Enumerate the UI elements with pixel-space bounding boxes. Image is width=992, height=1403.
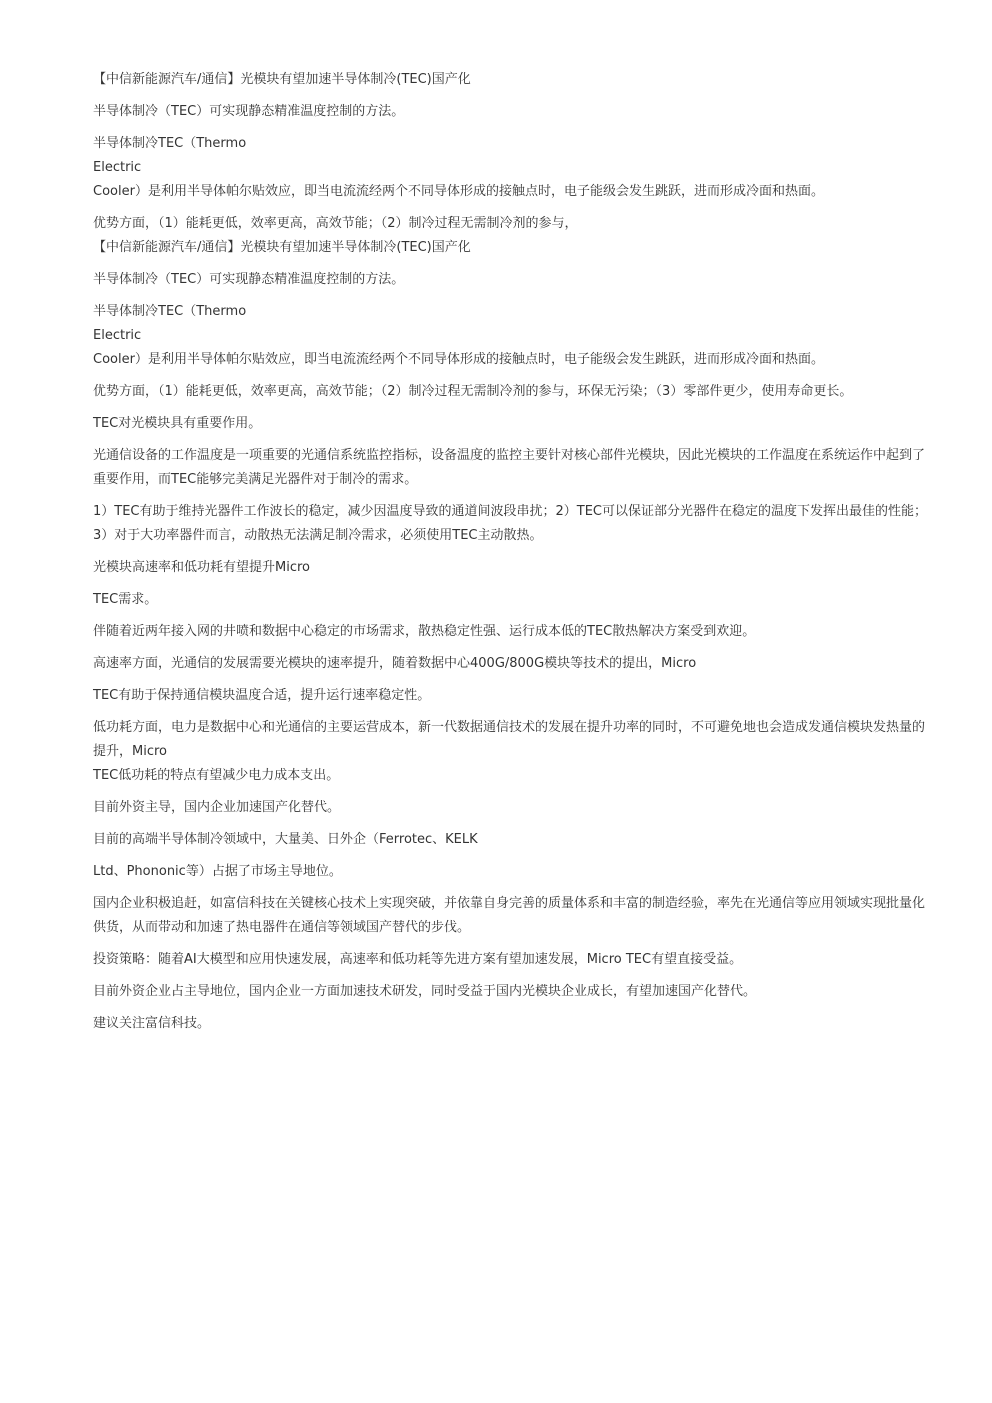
paragraph-24 [93, 1012, 945, 1036]
paragraph-8 [93, 380, 945, 404]
paragraph-line: 光模块高速率和低功耗有望提升Micro [93, 560, 310, 575]
paragraph-13 [93, 588, 945, 612]
paragraph-2 [93, 100, 945, 124]
paragraph-11 [93, 500, 945, 548]
paragraph-line: 半导体制冷（TEC）可实现静态精准温度控制的方法。 [93, 104, 405, 119]
paragraph-line: 供货，从而带动和加速了热电器件在通信等领域国产替代的步伐。 [93, 920, 471, 935]
paragraph-10 [93, 444, 945, 492]
paragraph-line: 优势方面，（1）能耗更低，效率更高，高效节能；（2）制冷过程无需制冷剂的参与，环保无污染；（3）零部件更少，使用寿命更长。 [93, 384, 853, 399]
paragraph-line: TEC需求。 [93, 592, 158, 607]
paragraph-9 [93, 412, 945, 436]
paragraph-line: 3）对于大功率器件而言，动散热无法满足制冷需求，必须使用TEC主动散热。 [93, 528, 543, 543]
paragraph-line: 目前的高端半导体制冷领域中，大量美、日外企（Ferrotec、KELK [93, 832, 478, 847]
paragraph-23 [93, 980, 945, 1004]
paragraph-line: 低功耗方面，电力是数据中心和光通信的主要运营成本，新一代数据通信技术的发展在提升功率的同时，不可避免地也会造成发通信模块发热量的 [93, 720, 926, 735]
paragraph-line: Ltd、Phononic等）占据了市场主导地位。 [93, 864, 342, 879]
paragraph-line: 1）TEC有助于维持光器件工作波长的稳定，减少因温度导致的通道间波段串扰；2）TEC可以保证部分光器件在稳定的温度下发挥出最佳的性能； [93, 504, 928, 519]
paragraph-12 [93, 556, 945, 580]
paragraph-21 [93, 892, 945, 940]
paragraph-14 [93, 620, 945, 644]
document-body [93, 68, 945, 1044]
paragraph-line: 【中信新能源汽车/通信】光模块有望加速半导体制冷(TEC)国产化 [93, 240, 471, 255]
paragraph-19 [93, 828, 945, 852]
paragraph-line: 重要作用，而TEC能够完美满足光器件对于制冷的需求。 [93, 472, 418, 487]
paragraph-line: Cooler）是利用半导体帕尔贴效应，即当电流流经两个不同导体形成的接触点时，电子能级会发生跳跃，进而形成冷面和热面。 [93, 352, 824, 367]
paragraph-4 [93, 212, 945, 236]
paragraph-22 [93, 948, 945, 972]
paragraph-line: 提升，Micro [93, 744, 167, 759]
paragraph-line: 半导体制冷（TEC）可实现静态精准温度控制的方法。 [93, 272, 405, 287]
paragraph-15 [93, 652, 945, 676]
paragraph-line: 伴随着近两年接入网的井喷和数据中心稳定的市场需求，散热稳定性强、运行成本低的TEC散热解决方案受到欢迎。 [93, 624, 756, 639]
paragraph-16 [93, 684, 945, 708]
paragraph-line: 建议关注富信科技。 [93, 1016, 211, 1031]
paragraph-line: 光通信设备的工作温度是一项重要的光通信系统监控指标，设备温度的监控主要针对核心部件光模块，因此光模块的工作温度在系统运作中起到了 [93, 448, 926, 463]
paragraph-line: 半导体制冷TEC（Thermo [93, 304, 247, 319]
paragraph-line: Electric [93, 160, 142, 175]
paragraph-line: TEC有助于保持通信模块温度合适，提升运行速率稳定性。 [93, 688, 431, 703]
paragraph-line: TEC对光模块具有重要作用。 [93, 416, 262, 431]
paragraph-3 [93, 132, 945, 204]
paragraph-line: TEC低功耗的特点有望减少电力成本支出。 [93, 768, 340, 783]
paragraph-line: 高速率方面，光通信的发展需要光模块的速率提升，随着数据中心400G/800G模块等技术的提出，Micro [93, 656, 697, 671]
paragraph-20 [93, 860, 945, 884]
paragraph-line: 投资策略：随着AI大模型和应用快速发展，高速率和低功耗等先进方案有望加速发展，Micro TEC有望直接受益。 [93, 952, 743, 967]
paragraph-6 [93, 268, 945, 292]
paragraph-1 [93, 68, 945, 92]
paragraph-17 [93, 716, 945, 788]
paragraph-line: 优势方面，（1）能耗更低，效率更高，高效节能；（2）制冷过程无需制冷剂的参与， [93, 216, 578, 231]
paragraph-18 [93, 796, 945, 820]
paragraph-line: Cooler）是利用半导体帕尔贴效应，即当电流流经两个不同导体形成的接触点时，电子能级会发生跳跃，进而形成冷面和热面。 [93, 184, 824, 199]
paragraph-line: 目前外资企业占主导地位，国内企业一方面加速技术研发，同时受益于国内光模块企业成长，有望加速国产化替代。 [93, 984, 757, 999]
paragraph-7 [93, 300, 945, 372]
paragraph-line: 国内企业积极追赶，如富信科技在关键核心技术上实现突破，并依靠自身完善的质量体系和丰富的制造经验，率先在光通信等应用领域实现批量化 [93, 896, 926, 911]
paragraph-line: 半导体制冷TEC（Thermo [93, 136, 247, 151]
paragraph-5 [93, 236, 945, 260]
paragraph-line: 目前外资主导，国内企业加速国产化替代。 [93, 800, 341, 815]
paragraph-line: Electric [93, 328, 142, 343]
paragraph-line: 【中信新能源汽车/通信】光模块有望加速半导体制冷(TEC)国产化 [93, 72, 471, 87]
